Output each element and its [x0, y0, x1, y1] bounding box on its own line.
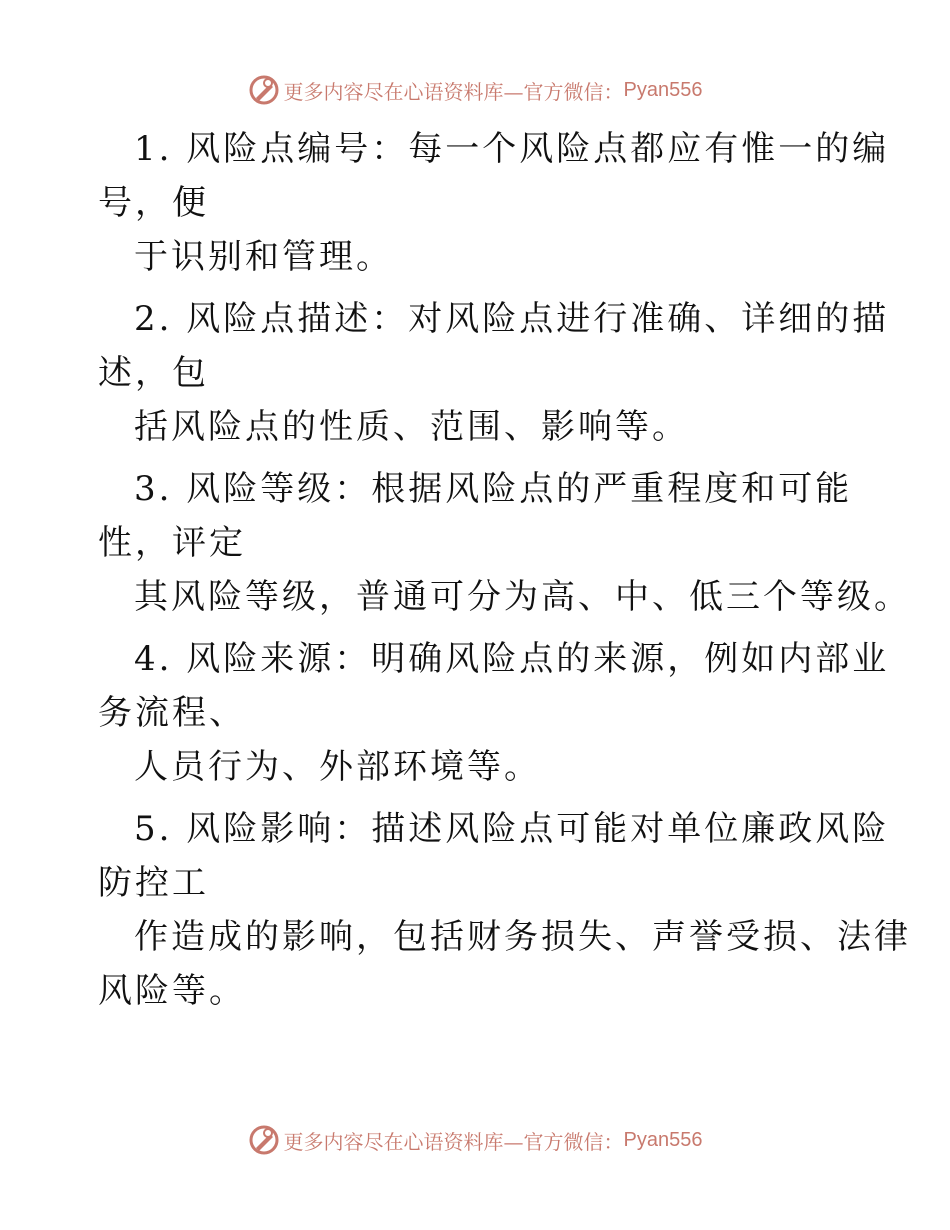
pen-logo-icon: [248, 1124, 280, 1156]
paragraph-3-line-2: 性，评定: [98, 523, 246, 563]
paragraph-4-line-3: 人员行为、外部环境等。: [134, 747, 541, 787]
paragraph-5-line-3: 作造成的影响，包括财务损失、声誉受损、法律: [134, 917, 911, 957]
paragraph-1-line-3: 于识别和管理。: [134, 237, 393, 277]
paragraph-1-line-1: 1. 风险点编号：每一个风险点都应有惟一的编: [134, 129, 890, 169]
paragraph-4-line-2: 务流程、: [98, 693, 246, 733]
paragraph-5-line-2: 防控工: [98, 863, 209, 903]
paragraph-2-line-1: 2. 风险点描述：对风险点进行准确、详细的描: [134, 299, 890, 339]
banner-text: 更多内容尽在心语资料库—官方微信：: [283, 1129, 624, 1154]
paragraph-4-line-1: 4. 风险来源：明确风险点的来源，例如内部业: [134, 639, 890, 679]
document-body: [98, 122, 911, 1018]
banner-text: 更多内容尽在心语资料库—官方微信：: [283, 79, 624, 104]
paragraph-5-line-1: 5. 风险影响：描述风险点可能对单位廉政风险: [134, 809, 890, 849]
banner-wechat-id: Pyan556: [623, 1128, 703, 1151]
pen-logo-icon: [248, 74, 280, 106]
paragraph-3-line-1: 3. 风险等级：根据风险点的严重程度和可能: [134, 469, 853, 509]
paragraph-3-line-3: 其风险等级，普通可分为高、中、低三个等级。: [134, 577, 911, 617]
header-watermark-banner: [0, 70, 950, 110]
paragraph-1-line-2: 号，便: [98, 183, 209, 223]
paragraph-2-line-2: 述，包: [98, 353, 209, 393]
paragraph-5-line-4: 风险等。: [98, 971, 246, 1011]
footer-watermark-banner: [0, 1120, 950, 1160]
paragraph-2-line-3: 括风险点的性质、范围、影响等。: [134, 407, 689, 447]
banner-wechat-id: Pyan556: [623, 78, 703, 101]
